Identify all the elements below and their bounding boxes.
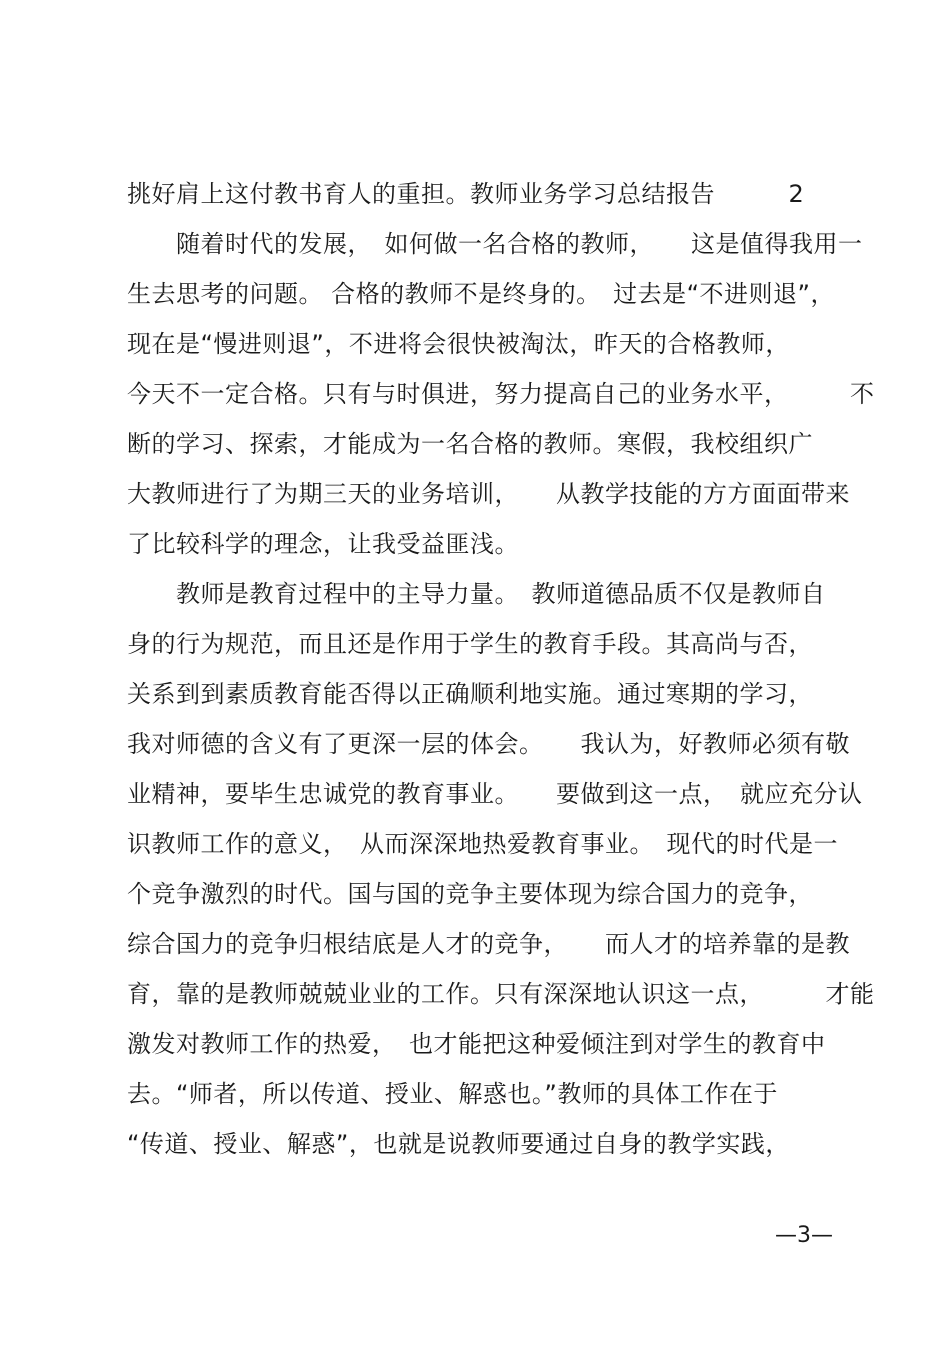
text-line: 去。“师者，所以传道、授业、解惑也。”教师的具体工作在于 xyxy=(127,1080,778,1108)
text-line: 激发对教师工作的热爱， 也才能把这种爱倾注到对学生的教育中 xyxy=(127,1030,826,1058)
text-line: “传道、授业、解惑”，也就是说教师要通过自身的教学实践， xyxy=(127,1130,790,1158)
text-line: 身的行为规范，而且还是作用于学生的教育手段。其高尚与否， xyxy=(127,630,813,658)
text-line: 我对师德的含义有了更深一层的体会。 我认为，好教师必须有敬 xyxy=(127,730,850,758)
text-line: 综合国力的竞争归根结底是人才的竞争， 而人才的培养靠的是教 xyxy=(127,930,850,958)
text-line: 关系到到素质教育能否得以正确顺利地实施。通过寒期的学习， xyxy=(127,680,813,708)
text-line: 识教师工作的意义， 从而深深地热爱教育事业。 现代的时代是一 xyxy=(127,830,838,858)
text-line: 随着时代的发展， 如何做一名合格的教师， 这是值得我用一 xyxy=(127,230,863,258)
text-line: 挑好肩上这付教书育人的重担。教师业务学习总结报告 2 xyxy=(127,180,805,208)
page-number: —3— xyxy=(775,1223,833,1248)
text-line: 业精神，要毕生忠诚党的教育事业。 要做到这一点， 就应充分认 xyxy=(127,780,863,808)
text-line: 个竞争激烈的时代。国与国的竞争主要体现为综合国力的竞争， xyxy=(127,880,813,908)
text-line: 教师是教育过程中的主导力量。 教师道德品质不仅是教师自 xyxy=(127,580,826,608)
text-line: 大教师进行了为期三天的业务培训， 从教学技能的方方面面带来 xyxy=(127,480,850,508)
text-line: 今天不一定合格。只有与时俱进，努力提高自己的业务水平， 不 xyxy=(127,380,875,408)
text-line: 断的学习、探索，才能成为一名合格的教师。寒假，我校组织广 xyxy=(127,430,813,458)
text-line: 育，靠的是教师兢兢业业的工作。只有深深地认识这一点， 才能 xyxy=(127,980,875,1008)
text-line: 现在是“慢进则退”，不进将会很快被淘汰，昨天的合格教师， xyxy=(127,330,790,358)
text-line: 生去思考的问题。 合格的教师不是终身的。 过去是“不进则退”， xyxy=(127,280,835,308)
text-line: 了比较科学的理念，让我受益匪浅。 xyxy=(127,530,519,558)
